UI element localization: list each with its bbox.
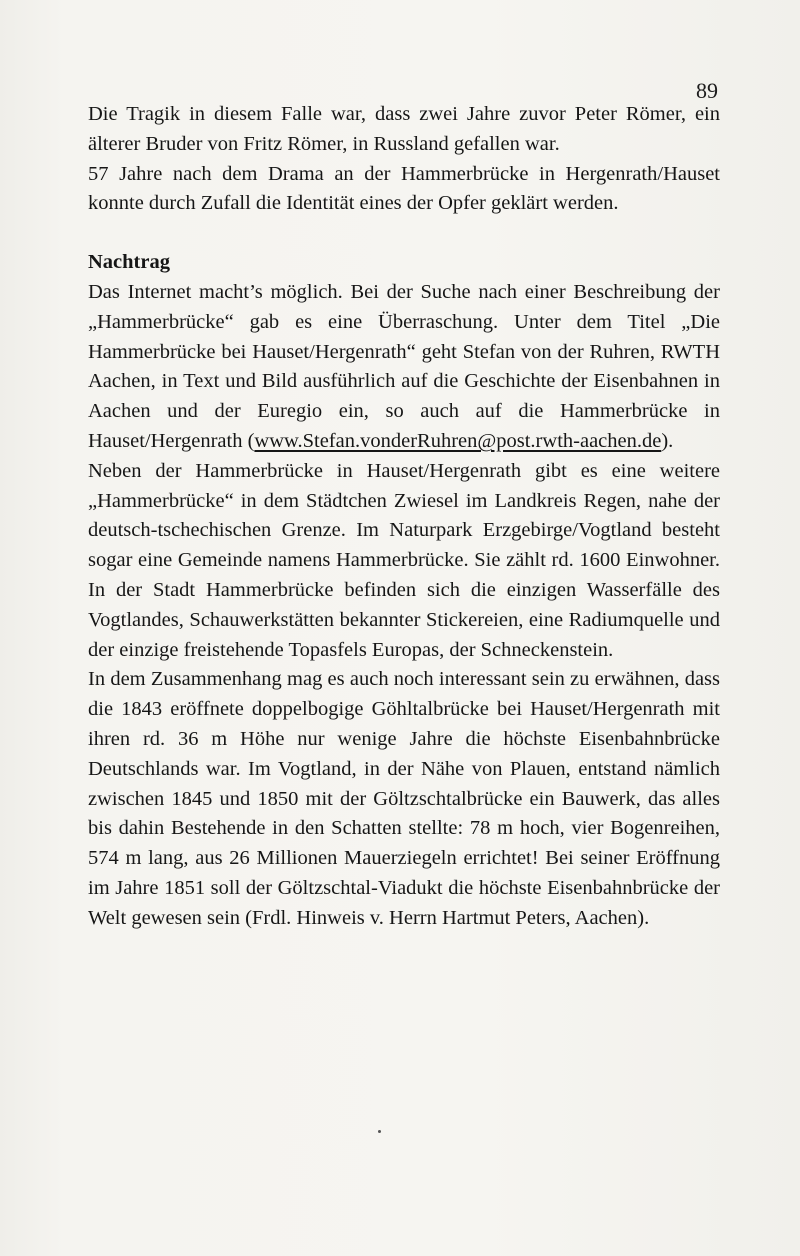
paragraph-internet-end: ). — [661, 429, 674, 452]
page-body — [88, 100, 720, 934]
paragraph-other-hammerbruecke: Neben der Hammerbrücke in Hauset/Hergenrath gibt es eine weitere „Hammerbrücke“ in dem Städtchen Zwiesel im Landkreis Regen, nahe der deutsch-tschechischen Grenze. Im Naturpark Erzgebirge/Vogtland besteht sogar eine Gemeinde namens Hammerbrücke. Sie zählt rd. 1600 Einwohner. In der Stadt Hammerbrücke befinden sich die einzigen Wasserfälle des Vogtlandes, Schauwerkstätten bekannter Stickereien, eine Radiumquelle und der einzige freistehende Topasfels Europas, der Schneckenstein. — [88, 459, 720, 661]
section-heading-nachtrag: Nachtrag — [88, 251, 170, 274]
paragraph-internet — [88, 278, 720, 457]
paragraph-identity: 57 Jahre nach dem Drama an der Hammerbrücke in Hergenrath/Hauset konnte durch Zufall die Identität eines der Opfer geklärt werden. — [88, 162, 720, 215]
email-link[interactable]: www.Stefan.vonderRuhren@post.rwth-aachen.de — [254, 429, 662, 452]
paragraph-internet-text: Das Internet macht’s möglich. Bei der Suche nach einer Beschreibung der „Hammerbrücke“ gab es eine Überraschung. Unter dem Titel „Die Hammerbrücke bei Hauset/Hergenrath“ geht Stefan von der Ruhren, RWTH Aachen, in Text und Bild ausführlich auf die Geschichte der Eisenbahnen in Aachen und der Euregio ein, so auch auf die Hammerbrücke in Hauset/Hergenrath ( — [88, 280, 720, 452]
paragraph-tragedy: Die Tragik in diesem Falle war, dass zwei Jahre zuvor Peter Römer, ein älterer Bruder von Fritz Römer, in Russland gefallen war. — [88, 103, 720, 155]
page-number: 89 — [696, 78, 718, 103]
print-speck — [378, 1130, 381, 1133]
paragraph-goeltzschtal: In dem Zusammenhang mag es auch noch interessant sein zu erwähnen, dass die 1843 eröffnete doppelbogige Göhltalbrücke bei Hauset/Hergenrath mit ihren rd. 36 m Höhe nur wenige Jahre die höchste Eisenbahnbrücke Deutschlands war. Im Vogtland, in der Nähe von Plauen, entstand nämlich zwischen 1845 und 1850 mit der Göltzschtalbrücke ein Bauwerk, das alles bis dahin Bestehende in den Schatten stellte: 78 m hoch, vier Bogenreihen, 574 m lang, aus 26 Millionen Mauerziegeln errichtet! Bei seiner Eröffnung im Jahre 1851 soll der Göltzschtal-Viadukt die höchste Eisenbahnbrücke der Welt gewesen sein (Frdl. Hinweis v. Herrn Hartmut Peters, Aachen). — [88, 668, 720, 929]
